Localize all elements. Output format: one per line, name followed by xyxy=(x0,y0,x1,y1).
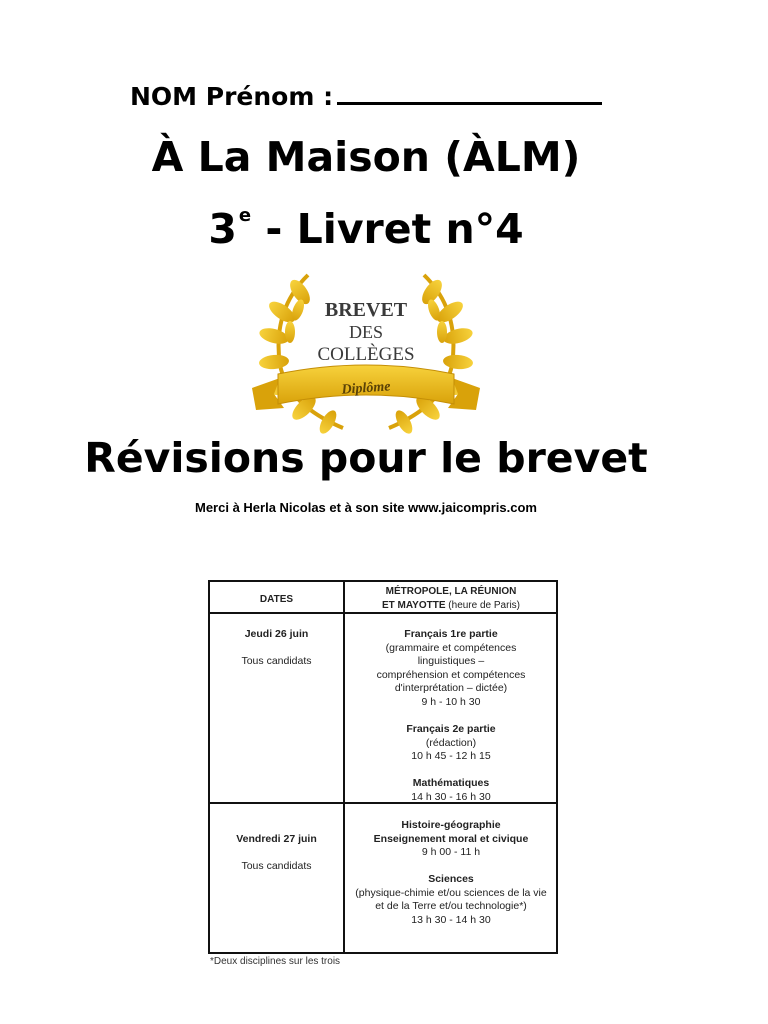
header-dates: DATES xyxy=(259,594,294,605)
name-blank xyxy=(337,78,602,105)
page-title: À La Maison (ÀLM) xyxy=(151,133,581,181)
brevet-laurel-emblem xyxy=(248,270,484,440)
row2-b2-title: Sciences xyxy=(428,873,474,885)
emblem-line1: BREVET xyxy=(324,299,408,321)
exam-schedule-table xyxy=(208,580,558,954)
credit-line: Merci à Herla Nicolas et à son site www.jaicompris.com xyxy=(195,500,537,515)
row2-block-histgeo xyxy=(345,819,557,860)
row1-b2-line1: (rédaction) xyxy=(425,736,477,749)
row2-block-sciences xyxy=(345,873,557,927)
schedule-footnote: *Deux disciplines sur les trois xyxy=(210,956,341,967)
booklet-label: - Livret n°4 xyxy=(251,205,524,253)
ribbon-text: Diplôme xyxy=(341,379,391,398)
header-divider xyxy=(210,612,556,614)
grade-number: 3 xyxy=(208,205,237,253)
header-zone-line1: MÉTROPOLE, LA RÉUNION xyxy=(385,586,517,597)
row1-day: Jeudi 26 juin xyxy=(244,628,309,640)
grade-booklet-title xyxy=(0,205,732,253)
grade-suffix: e xyxy=(238,205,252,226)
row1-b1-line1: (grammaire et compétences xyxy=(385,641,517,654)
row1-block-maths xyxy=(345,777,557,804)
row2-candidates: Tous candidats xyxy=(241,860,312,872)
row2-b1-time: 9 h 00 - 11 h xyxy=(421,846,481,858)
row2-b1-title2: Enseignement moral et civique xyxy=(373,832,529,845)
row1-b1-line4: d'interprétation – dictée) xyxy=(394,682,508,694)
row1-b1-title: Français 1re partie xyxy=(404,628,498,640)
row1-block-francais1 xyxy=(345,628,557,709)
row2-b1-title: Histoire-géographie xyxy=(401,819,501,831)
revision-title: Révisions pour le brevet xyxy=(84,434,648,482)
header-zone-line2: ET MAYOTTE xyxy=(381,599,446,611)
emblem-line2: DES xyxy=(348,322,384,342)
row1-candidates: Tous candidats xyxy=(241,655,312,667)
row1-b1-line2: linguistiques – xyxy=(417,655,485,667)
row2-b2-line1: (physique-chimie et/ou sciences de la vie xyxy=(355,886,547,899)
row1-block-francais2 xyxy=(345,723,557,764)
header-zone xyxy=(345,585,557,612)
emblem-line3: COLLÈGES xyxy=(317,344,415,365)
row1-b1-time: 9 h - 10 h 30 xyxy=(421,695,481,708)
row1-b3-title: Mathématiques xyxy=(412,777,490,789)
row1-b2-title: Français 2e partie xyxy=(406,723,496,735)
row2-b2-line2: et de la Terre et/ou technologie*) xyxy=(375,900,527,912)
row1-b1-line3: compréhension et compétences xyxy=(376,668,526,681)
row1-b2-time: 10 h 45 - 12 h 15 xyxy=(411,750,491,762)
name-field-line xyxy=(130,78,602,111)
name-label: NOM Prénom : xyxy=(130,82,334,111)
row2-b2-time: 13 h 30 - 14 h 30 xyxy=(411,913,491,926)
row1-b3-time: 14 h 30 - 16 h 30 xyxy=(411,790,491,803)
row2-day: Vendredi 27 juin xyxy=(236,833,317,845)
header-zone-note: (heure de Paris) xyxy=(448,599,520,611)
